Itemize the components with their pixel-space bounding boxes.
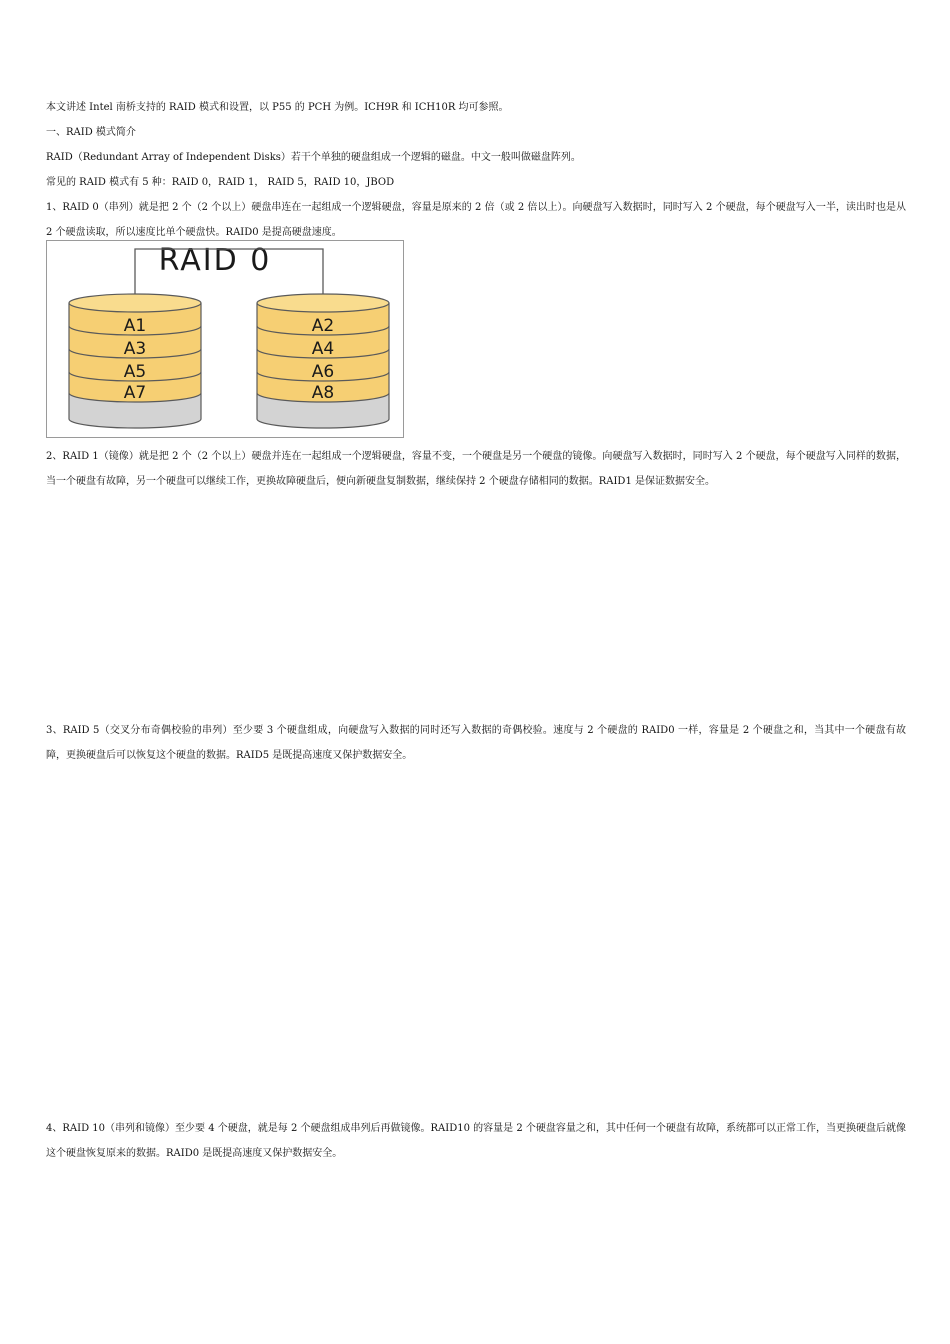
disk-label-a8: A8	[311, 383, 335, 403]
section-heading: 一、RAID 模式简介	[46, 127, 136, 138]
disk-stack-right	[257, 294, 389, 428]
disk-label-a5: A5	[123, 362, 147, 382]
raid1-paragraph: 2、RAID 1（镜像）就是把 2 个（2 个以上）硬盘并连在一起组成一个逻辑硬盘，容量不变，一个硬盘是另一个硬盘的镜像。向硬盘写入数据时，同时写入 2 个硬盘，每个硬盘写入同样的数据，当一个硬盘有故障，另一个硬盘可以继续工作，更换故障硬盘后，便向新硬盘复制数据，继续保持 2 个硬盘存储相同的数据。RAID1 是保证数据安全。	[46, 451, 906, 487]
disk-top-right	[257, 294, 389, 312]
disk-label-a6: A6	[311, 362, 335, 382]
disk-label-a4: A4	[311, 339, 335, 359]
disk-label-a1: A1	[123, 316, 147, 336]
disk-label-a7: A7	[123, 383, 147, 403]
raid10-paragraph: 4、RAID 10（串列和镜像）至少要 4 个硬盘，就是每 2 个硬盘组成串列后再做镜像。RAID10 的容量是 2 个硬盘容量之和，其中任何一个硬盘有故障，系统都可以正常工作，当更换硬盘后就像这个硬盘恢复原来的数据。RAID0 是既提高速度又保护数据安全。	[46, 1123, 906, 1159]
raid0-paragraph: 1、RAID 0（串列）就是把 2 个（2 个以上）硬盘串连在一起组成一个逻辑硬盘，容量是原来的 2 倍（或 2 倍以上）。向硬盘写入数据时，同时写入 2 个硬盘，每个硬盘写入一半，读出时也是从 2 个硬盘读取，所以速度比单个硬盘快。RAID0 是提高硬盘速度。	[46, 202, 906, 238]
raid-definition: RAID（Redundant Array of Independent Disks）若干个单独的硬盘组成一个逻辑的磁盘。中文一般叫做磁盘阵列。	[46, 152, 581, 163]
disk-top-left	[69, 294, 201, 312]
raid5-paragraph: 3、RAID 5（交叉分布奇偶校验的串列）至少要 3 个硬盘组成，向硬盘写入数据的同时还写入数据的奇偶校验。速度与 2 个硬盘的 RAID0 一样，容量是 2 个硬盘之和，当其中一个硬盘有故障，更换硬盘后可以恢复这个硬盘的数据。RAID5 是既提高速度又保护数据安全。	[46, 725, 906, 761]
intro-line: 本文讲述 Intel 南桥支持的 RAID 模式和设置，以 P55 的 PCH 为例。ICH9R 和 ICH10R 均可参照。	[46, 102, 509, 113]
figure-title: RAID 0	[158, 243, 272, 278]
disk-stack-left	[69, 294, 201, 428]
disk-label-a3: A3	[123, 339, 147, 359]
common-modes: 常见的 RAID 模式有 5 种：RAID 0，RAID 1， RAID 5，RAID 10，JBOD	[46, 177, 395, 188]
raid0-diagram	[47, 241, 403, 437]
raid0-figure	[46, 240, 404, 438]
disk-label-a2: A2	[311, 316, 335, 336]
